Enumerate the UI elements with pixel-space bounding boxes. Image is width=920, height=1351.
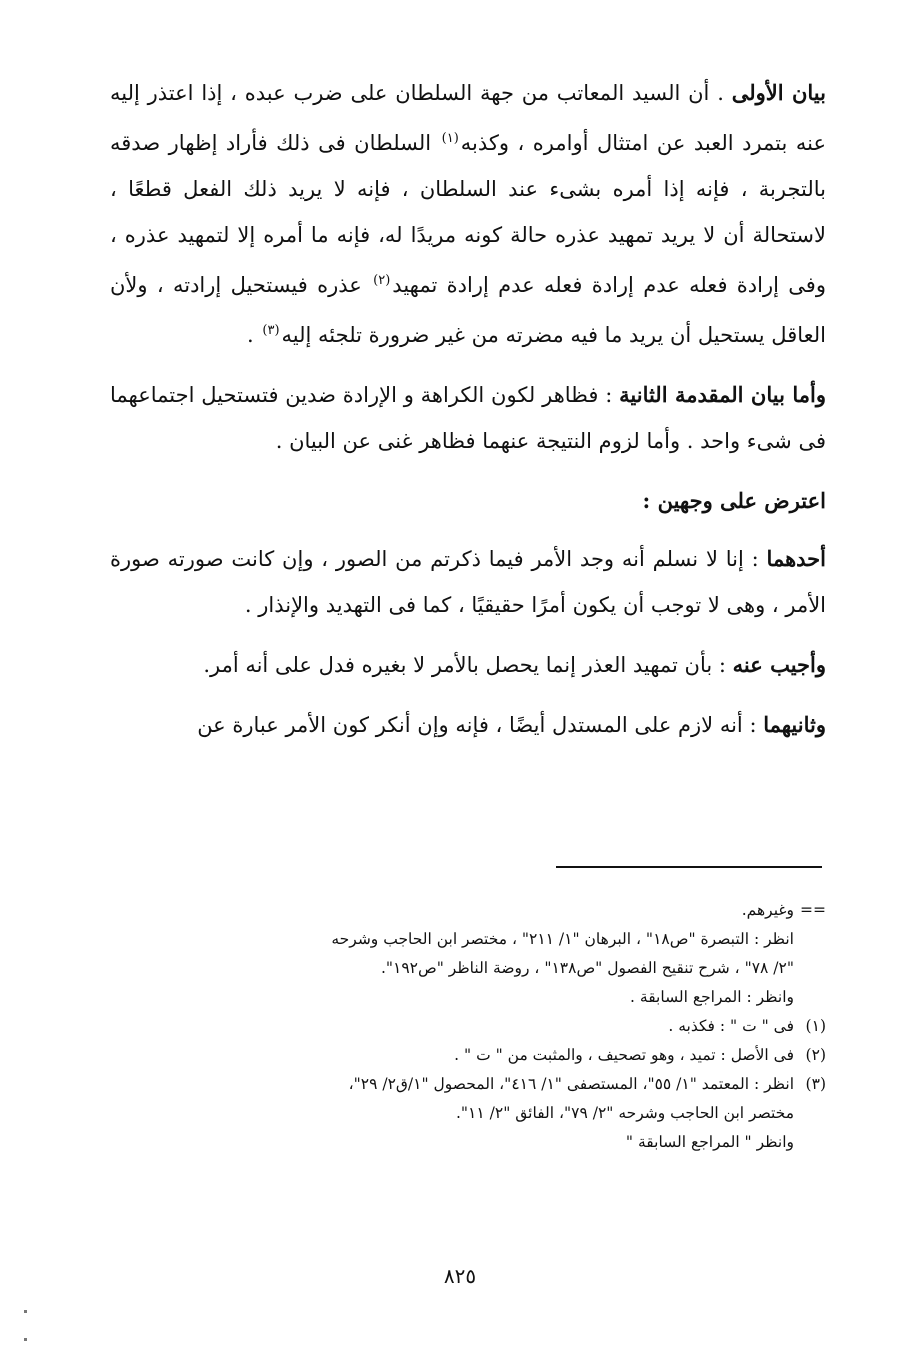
paragraph-second-premise (110, 372, 826, 464)
paragraph-text: . (247, 323, 261, 347)
paragraph-label: أحدهما (766, 546, 826, 571)
footnotes (110, 896, 826, 1157)
paragraph-text: عذره فيستحيل إرادته ، ولأن العاقل يستحيل أن يريد ما فيه مضرته من غير ضرورة تلجئه إليه (110, 273, 826, 347)
footnote-number: (٢) (805, 1046, 826, 1064)
scan-speck (24, 1338, 27, 1341)
footnote-text (110, 1070, 794, 1157)
footnote-line: انظر : المعتمد "١/ ٥٥"، المستصفى "١/ ٤١٦"، المحصول "١/ق٢/ ٢٩"، (348, 1075, 794, 1093)
paragraph-reply (110, 642, 826, 688)
paragraph-text: : بأن تمهيد العذر إنما يحصل بالأمر لا بغيره فدل على أنه أمر. (203, 653, 733, 677)
paragraph-text: : فظاهر لكون الكراهة و الإرادة ضدين فتستحيل اجتماعهما فى شىء واحد . وأما لزوم النتيجة عنهما فظاهر غنى عن البيان . (110, 383, 826, 453)
main-text (110, 70, 826, 762)
footnote-3 (110, 1070, 826, 1157)
footnote-ref-2[interactable]: (٢) (373, 273, 391, 288)
footnote-line: "٢/ ٧٨" ، شرح تنقيح الفصول "ص١٣٨" ، روضة الناظر "ص١٩٢". (380, 959, 794, 977)
paragraph-first-premise (110, 70, 826, 358)
footnote-text (110, 1012, 794, 1041)
footnote-line: فى الأصل : تميد ، وهو تصحيف ، والمثبت من " ت " . (454, 1046, 794, 1064)
paragraph-label: وأما بيان المقدمة الثانية (619, 382, 826, 407)
paragraph-text: السلطان فى ذلك فأراد إظهار صدقه بالتجربة ، فإنه إذا أمره بشىء عند السلطان ، فإنه لا يريد ذلك الفعل قطعًا ، لاستحالة أن لا يريد تمهيد عذره حالة كونه مريدًا له، فإنه ما أمره إلا لتمهيد عذره ، وفى إرادة فعله عدم إرادة فعله عدم إرادة تمهيد (110, 131, 826, 297)
footnote-line: فى " ت " : فكذبه . (668, 1017, 794, 1035)
footnote-line: وغيرهم. (741, 901, 794, 919)
footnote-ref-1[interactable]: (١) (441, 131, 459, 146)
footnote-number: (١) (805, 1017, 826, 1035)
footnote-continued (110, 896, 826, 1012)
continuation-mark: == (800, 901, 826, 919)
footnote-2 (110, 1041, 826, 1070)
footnote-line: انظر : التبصرة "ص١٨" ، البرهان "١/ ٢١١" ، مختصر ابن الحاجب وشرحه (331, 930, 794, 948)
scan-speck (24, 1310, 27, 1313)
footnote-line: وانظر : المراجع السابقة . (630, 988, 794, 1006)
footnote-line: مختصر ابن الحاجب وشرحه "٢/ ٧٩"، الفائق "٢/ ١١". (455, 1104, 794, 1122)
section-heading: اعترض على وجهين : (642, 488, 826, 513)
footnote-ref-3[interactable]: (٣) (262, 323, 280, 338)
paragraph-label: بيان الأولى (731, 80, 826, 105)
paragraph-first-objection (110, 536, 826, 628)
paragraph-text: : أنه لازم على المستدل أيضًا ، فإنه وإن أنكر كون الأمر عبارة عن (197, 713, 764, 737)
footnote-1 (110, 1012, 826, 1041)
paragraph-text: : إنا لا نسلم أنه وجد الأمر فيما ذكرتم من الصور ، وإن كانت صورته صورة الأمر ، وهى لا توجب أن يكون أمرًا حقيقيًا ، كما فى التهديد والإنذار . (110, 547, 826, 617)
paragraph-text: . أن السيد المعاتب من جهة السلطان على ضرب عبده ، إذا اعتذر إليه عنه بتمرد العبد عن امتثال أوامره ، وكذبه (110, 81, 826, 155)
footnote-text (110, 896, 794, 1012)
footnote-number: (٣) (805, 1075, 826, 1093)
page-number: ٨٢٥ (443, 1264, 477, 1288)
footnote-text (110, 1041, 794, 1070)
footnote-line: وانظر " المراجع السابقة " (625, 1133, 794, 1151)
paragraph-second-objection (110, 702, 826, 748)
footnote-divider (556, 866, 822, 868)
paragraph-label: وأجيب عنه (732, 652, 826, 677)
paragraph-label: وثانيهما (763, 712, 826, 737)
